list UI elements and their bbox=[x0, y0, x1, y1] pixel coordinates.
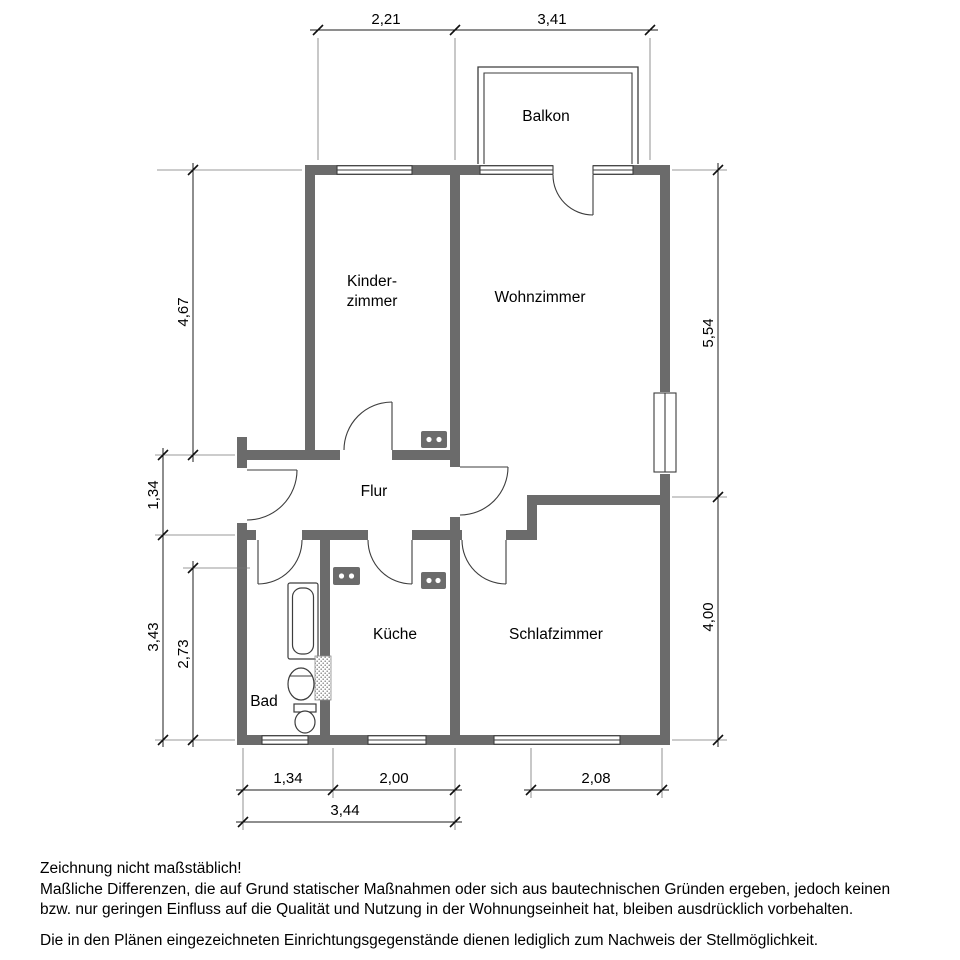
door-schlafzimmer bbox=[462, 540, 506, 584]
wall-wohnzimmer-bottom bbox=[527, 495, 670, 505]
dim-left-3: 3,43 bbox=[145, 622, 162, 652]
outlet-symbol-kueche-right bbox=[421, 572, 446, 589]
room-label-kinderzimmer-2: zimmer bbox=[346, 293, 398, 310]
door-entrance bbox=[247, 470, 297, 520]
window-schlafzimmer bbox=[494, 736, 620, 744]
doors bbox=[247, 175, 593, 584]
dim-bottom-2: 2,00 bbox=[379, 770, 409, 787]
wall-center-vertical bbox=[450, 165, 460, 745]
disclaimer-line-4: Die in den Plänen eingezeichneten Einrichtungsgegenstände dienen lediglich zum Nachweis der Stellmöglichkeit. bbox=[40, 932, 819, 949]
dim-bottom-total: 3,44 bbox=[330, 802, 360, 819]
disclaimer-text bbox=[40, 860, 890, 949]
window-bad bbox=[262, 736, 308, 744]
dim-bottom-3: 2,08 bbox=[581, 770, 611, 787]
outlet-symbol-kueche-left bbox=[333, 567, 360, 585]
door-wohnzimmer bbox=[460, 467, 508, 515]
room-label-flur: Flur bbox=[360, 483, 388, 500]
room-label-kinderzimmer-1: Kinder- bbox=[347, 273, 397, 290]
window-wohnzimmer-left bbox=[480, 166, 553, 174]
room-label-kueche: Küche bbox=[373, 626, 417, 643]
room-label-bad: Bad bbox=[250, 693, 278, 710]
dim-right-2: 4,00 bbox=[700, 602, 717, 632]
room-label-schlafzimmer: Schlafzimmer bbox=[509, 626, 603, 643]
tiled-strip bbox=[315, 656, 331, 700]
dim-left-2: 1,34 bbox=[145, 480, 162, 510]
room-label-balkon: Balkon bbox=[522, 108, 570, 125]
dimension-chain-bottom bbox=[236, 748, 669, 830]
disclaimer-line-1: Zeichnung nicht maßstäblich! bbox=[40, 860, 242, 877]
door-bad bbox=[258, 540, 302, 584]
door-kinderzimmer bbox=[344, 402, 392, 450]
wall-stub-entrance bbox=[237, 437, 247, 450]
window-kueche bbox=[368, 736, 426, 744]
window-kinderzimmer bbox=[337, 166, 412, 174]
dimension-chain-right bbox=[672, 163, 727, 747]
dim-left-4: 2,73 bbox=[175, 639, 192, 669]
dim-top-1: 2,21 bbox=[371, 11, 401, 28]
bathtub bbox=[288, 583, 318, 659]
disclaimer-line-3: bzw. nur geringen Einfluss auf die Qualität und Nutzung in der Wohnungseinheit hat, bleiben ausdrücklich vorbehalten. bbox=[40, 901, 854, 918]
outlet-symbol-flur bbox=[421, 431, 447, 448]
door-kueche bbox=[368, 540, 412, 584]
dim-top-2: 3,41 bbox=[537, 11, 567, 28]
wall-step bbox=[527, 495, 537, 540]
disclaimer-line-2: Maßliche Differenzen, die auf Grund statischer Maßnahmen oder sich aus bautechnischen Gründen ergeben, jedoch keinen bbox=[40, 881, 891, 898]
window-wohnzimmer-right bbox=[593, 166, 633, 174]
dim-right-1: 5,54 bbox=[700, 318, 717, 348]
window-right-niche bbox=[654, 393, 676, 472]
room-label-wohnzimmer: Wohnzimmer bbox=[494, 289, 586, 306]
wall-left-upper bbox=[305, 165, 315, 460]
dim-bottom-1: 1,34 bbox=[273, 770, 303, 787]
toilet bbox=[294, 704, 316, 733]
washbasin bbox=[288, 668, 314, 700]
door-balcony bbox=[553, 175, 593, 215]
wall-bad-kueche bbox=[320, 540, 330, 745]
dim-left-1: 4,67 bbox=[175, 297, 192, 327]
